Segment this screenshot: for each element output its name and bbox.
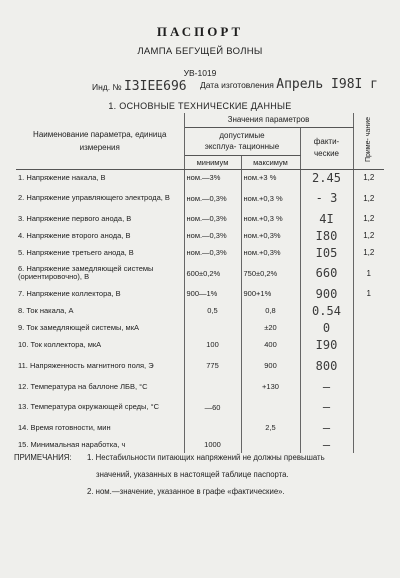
value-max: ном.+3 %	[241, 169, 300, 186]
value-actual: —	[300, 378, 353, 395]
value-actual: 0.54	[300, 302, 353, 319]
value-actual: I80	[300, 227, 353, 244]
ind-number	[92, 79, 187, 94]
value-min: —60	[184, 395, 241, 419]
table-row	[16, 186, 384, 210]
value-actual: 2.45	[300, 169, 353, 186]
value-actual: —	[300, 419, 353, 436]
note-1-line-1: 1. Нестабильности питающих напряжений не должны превышать	[87, 453, 325, 462]
value-max: 900	[241, 353, 300, 378]
value-min: ном.—0,3%	[184, 210, 241, 227]
column-header-values: Значения параметров	[184, 113, 353, 127]
parameter-name: 12. Температура на баллоне ЛБВ, °С	[16, 378, 184, 395]
value-max: ном.+0,3 %	[241, 186, 300, 210]
table-row	[16, 210, 384, 227]
value-min: 1000	[184, 436, 241, 453]
value-max: +130	[241, 378, 300, 395]
section-title: 1. ОСНОВНЫЕ ТЕХНИЧЕСКИЕ ДАННЫЕ	[108, 101, 292, 111]
value-actual: 4I	[300, 210, 353, 227]
ind-value: I3IEE696	[123, 79, 187, 94]
value-actual: I05	[300, 244, 353, 261]
value-max: ±20	[241, 319, 300, 336]
document-title: ПАСПОРТ	[156, 24, 244, 39]
notes-label: ПРИМЕЧАНИЯ:	[14, 453, 72, 462]
value-actual: I90	[300, 336, 353, 353]
value-min: 100	[184, 336, 241, 353]
value-note: 1	[366, 268, 371, 278]
value-note	[353, 302, 384, 319]
value-note: 1,2	[363, 214, 375, 223]
parameter-name: 2. Напряжение управляющего электрода, В	[16, 186, 184, 210]
table-row	[16, 378, 384, 395]
value-min	[184, 378, 241, 395]
value-max: 0,8	[241, 302, 300, 319]
date-value: Апрель I98I г	[276, 77, 378, 92]
table-row	[16, 169, 384, 186]
column-header-note: Приме- чание	[353, 113, 384, 169]
value-max: 900+1%	[241, 285, 300, 302]
value-max: 750±0,2%	[241, 261, 300, 285]
value-note	[353, 319, 384, 336]
value-note: 1,2	[363, 248, 375, 257]
parameters-table	[16, 113, 384, 453]
value-actual: —	[300, 436, 353, 453]
value-max	[241, 395, 300, 419]
value-max: ном.+0,3%	[241, 244, 300, 261]
parameter-name: 13. Температура окружающей среды, °С	[16, 395, 184, 419]
value-min: ном.—3%	[184, 169, 241, 186]
parameter-name: 6. Напряжение замедляющей системы (ориентировочно), В	[16, 261, 184, 285]
value-actual: 660	[300, 261, 353, 285]
value-min: 600±0,2%	[184, 261, 241, 285]
value-note: 1	[366, 289, 371, 298]
parameter-name: 8. Ток накала, А	[16, 302, 184, 319]
value-max: ном.+0,3%	[241, 227, 300, 244]
parameter-name: 15. Минимальная наработка, ч	[16, 436, 184, 453]
manufacture-date	[200, 77, 378, 92]
value-note: 1,2	[363, 173, 375, 183]
value-note	[353, 378, 384, 395]
value-min	[184, 419, 241, 436]
note-2: 2. ном.—значение, указанное в графе «фактические».	[87, 487, 285, 496]
table-row	[16, 227, 384, 244]
value-note	[353, 353, 384, 378]
column-header-parameter: Наименование параметра, единица измерения	[16, 113, 184, 169]
value-min: ном.—0,3%	[184, 186, 241, 210]
parameter-name: 4. Напряжение второго анода, В	[16, 227, 184, 244]
value-min: 900—1%	[184, 285, 241, 302]
value-min: 0,5	[184, 302, 241, 319]
note-1-line-2: значений, указанных в настоящей таблице паспорта.	[96, 470, 289, 479]
parameter-name: 5. Напряжение третьего анода, В	[16, 244, 184, 261]
parameter-name: 1. Напряжение накала, В	[16, 169, 184, 186]
parameter-name: 3. Напряжение первого анода, В	[16, 210, 184, 227]
parameter-name: 14. Время готовности, мин	[16, 419, 184, 436]
value-note	[353, 419, 384, 436]
value-note	[353, 395, 384, 419]
table-row	[16, 395, 384, 419]
column-header-actual: факти- ческие	[300, 127, 353, 169]
parameter-name: 9. Ток замедляющей системы, мкА	[16, 319, 184, 336]
parameter-name: 7. Напряжение коллектора, В	[16, 285, 184, 302]
value-min	[184, 319, 241, 336]
value-min: ном.—0,3%	[184, 244, 241, 261]
value-min: 775	[184, 353, 241, 378]
parameter-name: 10. Ток коллектора, мкА	[16, 336, 184, 353]
table-row	[16, 244, 384, 261]
value-note: 1,2	[363, 231, 375, 240]
parameter-name: 11. Напряженность магнитного поля, Э	[16, 353, 184, 378]
value-actual: —	[300, 395, 353, 419]
table-row	[16, 419, 384, 436]
value-actual: 0	[300, 319, 353, 336]
value-actual: - 3	[300, 186, 353, 210]
model-number: УВ-1019	[183, 68, 217, 78]
value-max: 400	[241, 336, 300, 353]
column-header-allowed: допустимые эксплуа- тационные	[184, 127, 300, 155]
table-row	[16, 302, 384, 319]
value-note	[353, 336, 384, 353]
value-max: ном.+0,3 %	[241, 210, 300, 227]
value-max: 2,5	[241, 419, 300, 436]
table-row	[16, 285, 384, 302]
value-actual: 900	[300, 285, 353, 302]
value-note: 1,2	[363, 193, 375, 203]
value-min: ном.—0,3%	[184, 227, 241, 244]
column-header-min: минимум	[184, 155, 241, 169]
table-row	[16, 336, 384, 353]
table-row	[16, 319, 384, 336]
table-row	[16, 353, 384, 378]
document-subtitle: ЛАМПА БЕГУЩЕЙ ВОЛНЫ	[137, 46, 263, 57]
table-row	[16, 261, 384, 285]
value-actual: 800	[300, 353, 353, 378]
ind-label: Инд. №	[92, 82, 122, 92]
date-label: Дата изготовления	[200, 80, 274, 90]
parameters-body	[16, 169, 384, 453]
value-note	[353, 436, 384, 453]
column-header-max: максимум	[241, 155, 300, 169]
